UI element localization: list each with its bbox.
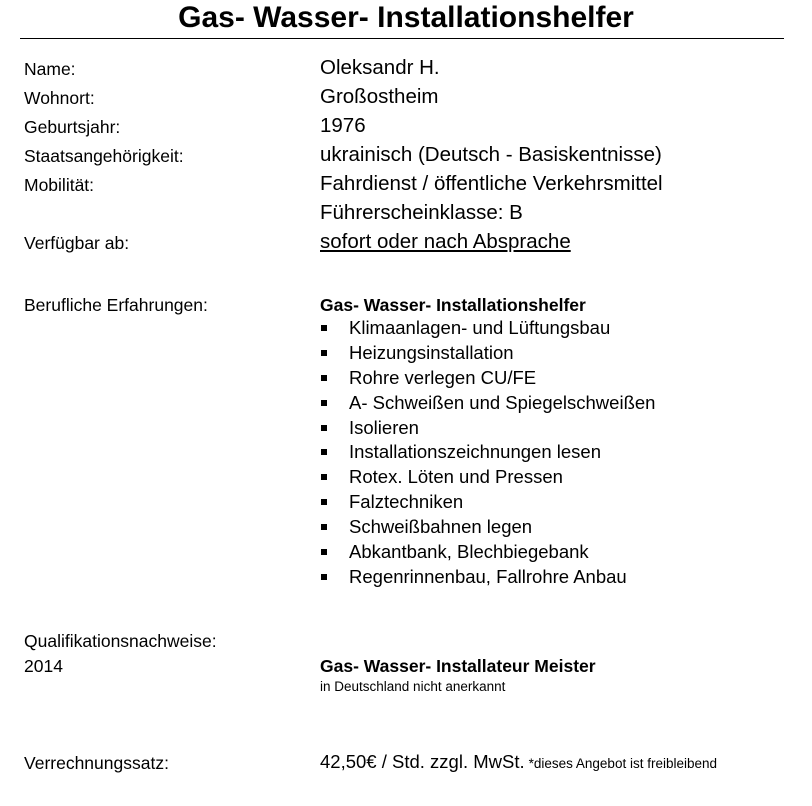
rate-note: *dieses Angebot ist freibleibend <box>528 756 718 771</box>
skills-list <box>320 316 655 590</box>
bullet-icon <box>321 549 327 555</box>
availability-label: Verfügbar ab: <box>24 233 130 253</box>
list-item: Installationszeichnungen lesen <box>320 440 655 465</box>
list-item: Rohre verlegen CU/FE <box>320 366 655 391</box>
qualification-year: 2014 <box>24 656 63 676</box>
bullet-icon <box>321 325 327 331</box>
list-item: Abkantbank, Blechbiegebank <box>320 540 655 565</box>
nationality-label: Staatsangehörigkeit: <box>24 146 184 166</box>
list-item: Falztechniken <box>320 490 655 515</box>
experience-label: Berufliche Erfahrungen: <box>24 295 208 315</box>
list-item: Isolieren <box>320 416 655 441</box>
experience-heading: Gas- Wasser- Installationshelfer <box>320 295 586 315</box>
bullet-icon <box>321 449 327 455</box>
list-item: Klimaanlagen- und Lüftungsbau <box>320 316 655 341</box>
availability-value: sofort oder nach Absprache <box>320 230 571 253</box>
rate-label: Verrechnungssatz: <box>24 753 169 773</box>
qualification-label: Qualifikationsnachweise: <box>24 631 217 651</box>
list-item: Heizungsinstallation <box>320 341 655 366</box>
name-label: Name: <box>24 59 76 79</box>
license-value: Führerscheinklasse: B <box>320 201 523 224</box>
residence-value: Großostheim <box>320 85 439 108</box>
birth-year-label: Geburtsjahr: <box>24 117 121 137</box>
page-title: Gas- Wasser- Installationshelfer <box>178 1 634 34</box>
mobility-label: Mobilität: <box>24 175 95 195</box>
bullet-icon <box>321 574 327 580</box>
title-divider <box>20 38 784 39</box>
bullet-icon <box>321 400 327 406</box>
list-item: Rotex. Löten und Pressen <box>320 465 655 490</box>
list-item: Schweißbahnen legen <box>320 515 655 540</box>
qualification-title: Gas- Wasser- Installateur Meister <box>320 656 596 676</box>
bullet-icon <box>321 375 327 381</box>
rate-value-line <box>320 750 717 776</box>
nationality-value: ukrainisch (Deutsch - Basiskentnisse) <box>320 143 662 166</box>
list-item: Regenrinnenbau, Fallrohre Anbau <box>320 565 655 590</box>
bullet-icon <box>321 350 327 356</box>
bullet-icon <box>321 499 327 505</box>
qualification-note: in Deutschland nicht anerkannt <box>320 679 506 694</box>
name-value: Oleksandr H. <box>320 56 440 79</box>
rate-value: 42,50€ / Std. zzgl. MwSt. <box>320 751 525 772</box>
mobility-value: Fahrdienst / öffentliche Verkehrsmittel <box>320 172 663 195</box>
bullet-icon <box>321 425 327 431</box>
list-item: A- Schweißen und Spiegelschweißen <box>320 391 655 416</box>
birth-year-value: 1976 <box>320 114 366 137</box>
bullet-icon <box>321 474 327 480</box>
bullet-icon <box>321 524 327 530</box>
residence-label: Wohnort: <box>24 88 95 108</box>
